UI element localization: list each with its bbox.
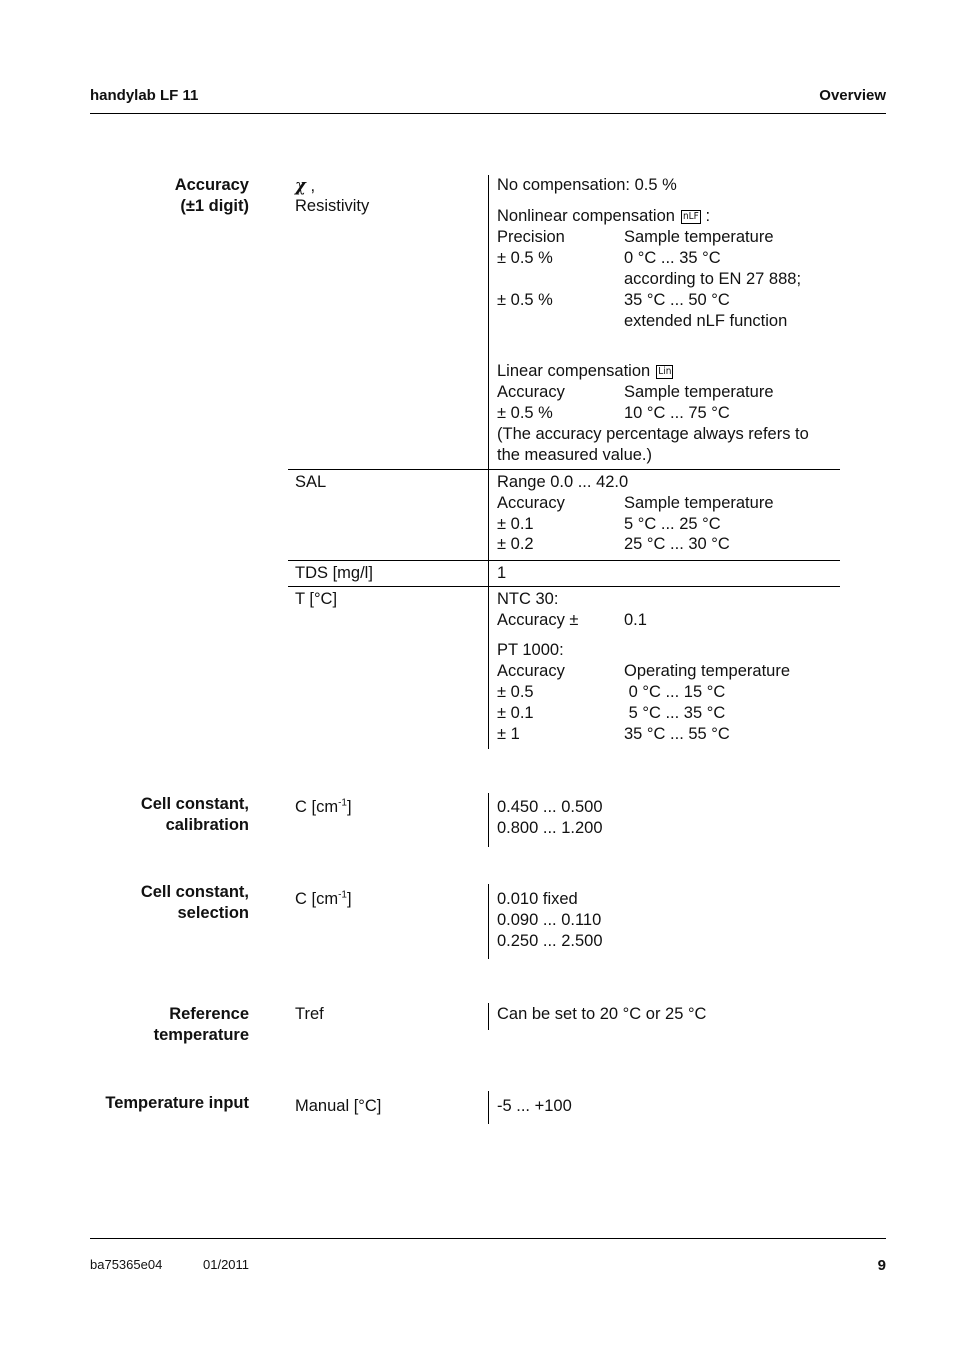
pt-head-operating-temp: Operating temperature — [624, 662, 791, 680]
linear-compensation-title: Linear compensation Lin — [497, 362, 672, 380]
param-tds: TDS [mg/l] — [295, 564, 373, 582]
cell-cal-param: C $[cm^{-1}]$ — [295, 797, 352, 816]
pt-r2-accuracy: ± 0.1 — [497, 704, 534, 722]
ntc-title: NTC 30: — [497, 590, 559, 608]
nl-head-sample-temp: Sample temperature — [624, 228, 774, 246]
temp-input-param: Manual [°C] — [295, 1097, 382, 1115]
page-number: 9 — [877, 1257, 886, 1274]
row-divider — [288, 560, 840, 561]
accuracy-label: Accuracy (±1 digit) — [174, 176, 249, 215]
nl-r1-temp: 0 °C ... 35 °C — [624, 249, 721, 267]
lin-head-sample-temp: Sample temperature — [624, 383, 774, 401]
accuracy-vertical-rule — [488, 175, 489, 749]
lin-r1-accuracy: ± 0.5 % — [497, 404, 553, 422]
accuracy-note-l1: (The accuracy percentage always refers to — [497, 425, 809, 443]
header-title: handylab LF 11 — [90, 87, 199, 104]
ntc-accuracy-value: 0.1 — [624, 611, 647, 629]
cell-sel-param: C $[cm^{-1}]$ — [295, 889, 352, 908]
param-temperature: T [°C] — [295, 590, 338, 608]
footer-doc-id: ba75365e04 — [90, 1257, 163, 1272]
cell-cal-vertical-rule — [488, 793, 489, 847]
sal-r2-accuracy: ± 0.2 — [497, 535, 534, 553]
temp-input-vertical-rule — [488, 1091, 489, 1124]
row-divider — [288, 469, 840, 470]
param-resistivity: Resistivity — [295, 197, 370, 215]
nonlinear-compensation-title: Nonlinear compensation nLF : — [497, 207, 711, 225]
sal-range: Range 0.0 ... 42.0 — [497, 473, 629, 491]
nl-r1-note: according to EN 27 888; — [624, 270, 802, 288]
cell-sel-value-3: 0.250 ... 2.500 — [497, 932, 603, 950]
cell-cal-range-1: 0.450 ... 0.500 — [497, 798, 603, 816]
nl-r2-precision: ± 0.5 % — [497, 291, 553, 309]
cell-sel-vertical-rule — [488, 884, 489, 959]
nlf-icon: nLF — [682, 211, 699, 222]
sal-head-sample-temp: Sample temperature — [624, 494, 774, 512]
ref-temp-vertical-rule — [488, 1003, 489, 1030]
temperature-input-label: Temperature input — [105, 1094, 249, 1112]
pt-r2-temp: 5 °C ... 35 °C — [624, 704, 726, 722]
pt1000-title: PT 1000: — [497, 641, 564, 659]
nl-r1-precision: ± 0.5 % — [497, 249, 553, 267]
lin-icon: Lin — [658, 366, 672, 377]
footer-rule — [90, 1238, 886, 1239]
cell-constant-selection-label: Cell constant, selection — [140, 883, 249, 922]
nl-head-precision: Precision — [497, 228, 565, 246]
pt-r1-temp: 0 °C ... 15 °C — [624, 683, 726, 701]
sal-head-accuracy: Accuracy — [497, 494, 565, 512]
cell-sel-value-1: 0.010 fixed — [497, 890, 578, 908]
accuracy-note-l2: the measured value.) — [497, 446, 653, 464]
header-rule — [90, 113, 886, 114]
row-divider — [288, 586, 840, 587]
ref-temp-param: Tref — [295, 1005, 324, 1023]
cell-sel-value-2: 0.090 ... 0.110 — [497, 911, 602, 929]
tds-value: 1 — [497, 564, 507, 582]
no-compensation: No compensation: 0.5 % — [497, 176, 677, 194]
ref-temp-value: Can be set to 20 °C or 25 °C — [497, 1005, 707, 1023]
pt-head-accuracy: Accuracy — [497, 662, 565, 680]
sal-r2-temp: 25 °C ... 30 °C — [624, 535, 730, 553]
cell-cal-range-2: 0.800 ... 1.200 — [497, 819, 603, 837]
sal-r1-temp: 5 °C ... 25 °C — [624, 515, 721, 533]
header-section: Overview — [819, 87, 886, 104]
lin-head-accuracy: Accuracy — [497, 383, 565, 401]
param-chi: χ , — [295, 176, 316, 195]
nl-r2-temp: 35 °C ... 50 °C — [624, 291, 730, 309]
ntc-accuracy-label: Accuracy ± — [497, 611, 579, 629]
nl-r2-note: extended nLF function — [624, 312, 788, 330]
pt-r3-accuracy: ± 1 — [497, 725, 520, 743]
cell-constant-calibration-label: Cell constant, calibration — [140, 795, 249, 834]
footer-date: 01/2011 — [203, 1257, 250, 1272]
reference-temperature-label: Reference temperature — [153, 1005, 249, 1044]
pt-r3-temp: 35 °C ... 55 °C — [624, 725, 730, 743]
temp-input-value: -5 ... +100 — [497, 1097, 572, 1115]
pt-r1-accuracy: ± 0.5 — [497, 683, 534, 701]
lin-r1-temp: 10 °C ... 75 °C — [624, 404, 730, 422]
sal-r1-accuracy: ± 0.1 — [497, 515, 534, 533]
param-sal: SAL — [295, 473, 327, 491]
